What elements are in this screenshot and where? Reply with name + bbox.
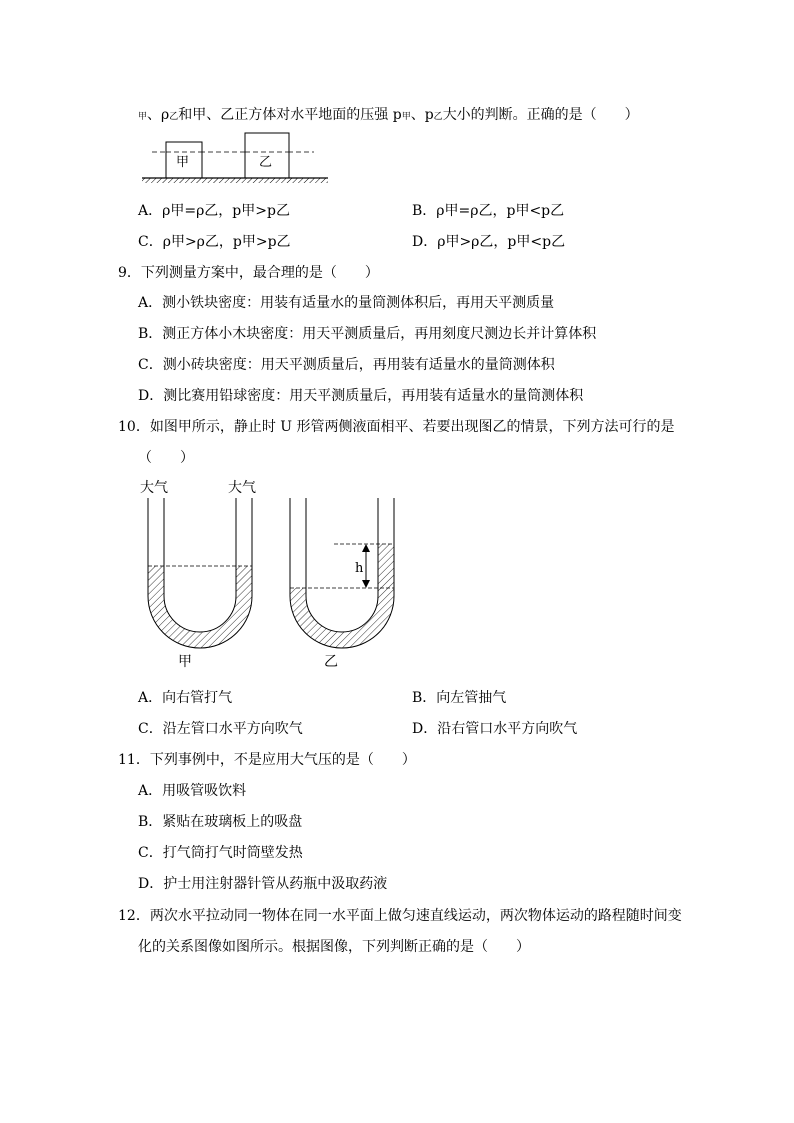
q9-stem: 9．下列测量方案中，最合理的是（ ） <box>118 265 379 281</box>
q10-fig-h: h <box>355 561 364 576</box>
q11-option-c: C．打气筒打气时筒壁发热 <box>138 845 303 861</box>
q10-stem-line1: 10．如图甲所示，静止时 U 形管两侧液面相平、若要出现图乙的情景，下列方法可行的是 <box>118 419 675 435</box>
q10-tube-yi <box>290 498 394 648</box>
q8-stem-post: 大小的判断。正确的是（ ） <box>442 107 639 123</box>
q8-stem-sub-jia: 甲 <box>138 112 148 122</box>
q9-option-b: B．测正方体小木块密度：用天平测质量后，再用刻度尺测边长并计算体积 <box>138 326 597 342</box>
q10-option-b: B．向左管抽气 <box>412 690 507 706</box>
q8-stem-sub-jia2: 甲 <box>401 112 411 122</box>
q8-stem-rho: 、ρ <box>147 107 170 123</box>
q10-option-c: C．沿左管口水平方向吹气 <box>138 721 303 737</box>
q12-stem-line2: 化的关系图像如图所示。根据图像，下列判断正确的是（ ） <box>138 939 530 955</box>
q8-stem-sep: 、p <box>410 107 434 123</box>
q8-option-c: C．ρ甲>ρ乙，p甲>p乙 <box>138 234 291 250</box>
q8-ground <box>142 178 328 183</box>
q8-option-d: D．ρ甲>ρ乙，p甲<p乙 <box>412 234 566 250</box>
q11-option-d: D．护士用注射器针管从药瓶中汲取药液 <box>138 876 388 892</box>
q8-option-b: B．ρ甲=ρ乙，p甲<p乙 <box>412 203 565 219</box>
q11-option-b: B．紧贴在玻璃板上的吸盘 <box>138 814 303 830</box>
q9-option-d: D．测比赛用铅球密度：用天平测质量后，再用装有适量水的量筒测体积 <box>138 388 584 404</box>
q10-fig-label-jia: 甲 <box>178 654 192 670</box>
q10-option-a: A．向右管打气 <box>138 690 233 706</box>
q11-option-a: A．用吸管吸饮料 <box>138 783 247 799</box>
q10-tube-yi-inner <box>306 498 378 632</box>
q8-stem-main: 和甲、乙正方体对水平地面的压强 p <box>178 107 402 123</box>
q8-fig-label-yi: 乙 <box>259 155 273 170</box>
q10-stem-line2: （ ） <box>138 450 194 466</box>
q10-air-left: 大气 <box>140 480 168 496</box>
q10-u-tube-figure <box>130 478 430 678</box>
q10-h-arrow-bottom <box>362 580 370 588</box>
q10-fig-label-yi: 乙 <box>324 654 338 670</box>
q10-tube-jia-inner <box>164 498 236 632</box>
q9-option-c: C．测小砖块密度：用天平测质量后，再用装有适量水的量筒测体积 <box>138 357 555 373</box>
q10-h-arrow-top <box>362 544 370 552</box>
q8-cube-figure <box>138 128 338 188</box>
q12-stem-line1: 12．两次水平拉动同一物体在同一水平面上做匀速直线运动，两次物体运动的路程随时间变 <box>118 908 682 924</box>
q8-fig-label-jia: 甲 <box>176 155 190 170</box>
q10-air-right: 大气 <box>228 480 256 496</box>
q8-stem-sub-yi: 乙 <box>169 112 179 122</box>
q10-option-d: D．沿右管口水平方向吹气 <box>412 721 578 737</box>
q8-stem-sub-yi2: 乙 <box>433 112 443 122</box>
q9-option-a: A．测小铁块密度：用装有适量水的量筒测体积后，再用天平测质量 <box>138 295 555 311</box>
q11-stem: 11．下列事例中，不是应用大气压的是（ ） <box>118 752 416 768</box>
q8-option-a: A．ρ甲=ρ乙，p甲>p乙 <box>138 203 290 219</box>
q8-stem <box>138 104 639 124</box>
q10-tube-jia <box>148 498 252 648</box>
